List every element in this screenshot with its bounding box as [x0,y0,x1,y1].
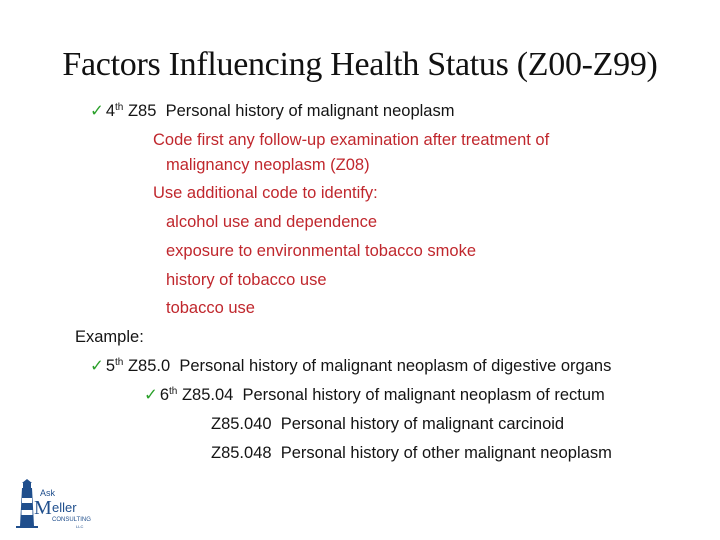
code: Z85.048 [211,444,272,462]
logo-m: M [34,497,52,519]
description: Personal history of malignant neoplasm [165,102,455,120]
example-label: Example: [75,328,144,346]
ordinal: 6 [159,386,170,404]
ordinal-suffix: th [115,102,124,113]
line-z85 [90,101,454,121]
ordinal: 5 [105,357,116,375]
list-item: history of tobacco use [166,271,327,289]
list-item: alcohol use and dependence [166,213,378,231]
description: Personal history of malignant neoplasm of rectum [242,386,605,404]
note-use-additional: Use additional code to identify: [153,184,378,202]
ordinal-suffix: th [115,357,124,368]
slide-title: Factors Influencing Health Status (Z00-Z99) [62,46,658,83]
note-code-first: Code first any follow-up examination after treatment of [153,131,550,149]
checkmark-icon: ✓ [90,357,104,375]
description: Personal history of malignant neoplasm of digestive organs [179,357,612,375]
line-z85-040 [211,414,564,434]
line-z85-0 [90,356,611,376]
note-code-first-cont: malignancy neoplasm (Z08) [166,156,370,174]
ordinal: 4 [105,102,116,120]
code: Z85.0 [127,357,171,375]
code: Z85.04 [181,386,234,404]
description: Personal history of other malignant neoplasm [280,444,612,462]
ordinal-suffix: th [169,386,178,397]
line-z85-048 [211,443,612,463]
list-item: tobacco use [166,299,255,317]
code: Z85.040 [211,415,272,433]
list-item: exposure to environmental tobacco smoke [166,242,477,260]
logo-eller: eller [52,500,77,515]
checkmark-icon: ✓ [90,102,104,120]
code: Z85 [127,102,157,120]
checkmark-icon: ✓ [144,386,158,404]
company-logo [14,478,124,534]
logo-llc: LLC [76,524,84,529]
logo-consulting: CONSULTING [52,517,91,523]
line-z85-04 [144,385,605,405]
description: Personal history of malignant carcinoid [280,415,565,433]
logo-ask: Ask [40,488,56,498]
